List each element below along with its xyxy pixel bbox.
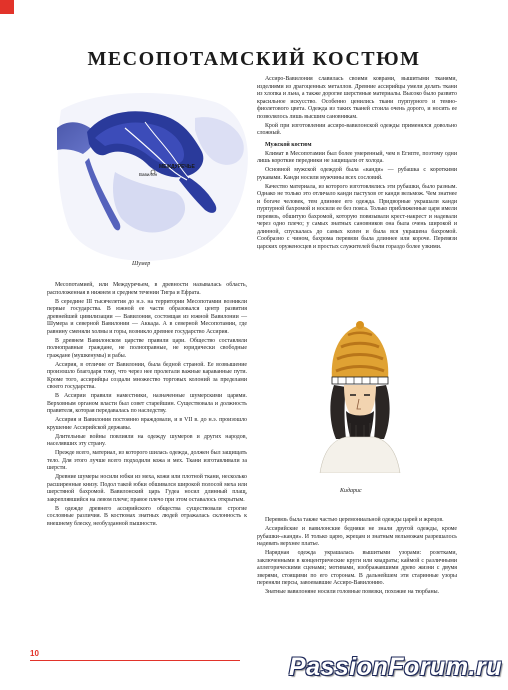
paragraph: В древнем Вавилонском царстве правили цари. Общество составляли полноправные граждане, не полноправные, не юридически свободные граждане (мушкенумы) и рабы. [47,337,247,359]
paragraph: Климат в Месопотамии был более умеренный, чем в Египте, поэтому одни лишь короткие передники не защищали от холода. [257,150,457,164]
paragraph: Основной мужской одеждой была «канди» — рубашка с короткими рукавами. Канди носили мужчины всех сословий. [257,167,457,181]
paragraph: Качество материала, из которого изготовлялись эти рубашки, было разным. Однако не только это отличало канди пастухов от канди вельмож. Чем знатнее и богаче человек, тем длиннее его одежда. Придворные украшали канди пурпурной бахромой и носили ее без пояса. Только приближенные царя имели перевязь, обшитую бахромой, которую повязывали крест-накрест и надевали через одно плечо; у самых знатных сановников она была очень широкой и длинной, спускалась до самых колен и была вся украшена бахромой. Сообразно с чином, бахрома перевязи была длиннее или короче. Перевязи царских оруженосцев и простых служителей были гораздо более узкими. [257,183,457,250]
paragraph: В Ассирии правили наместники, назначенные шумерскими царями. Верховным органом власти был совет старейшин. Существовала и должность правителя, которая передавалась по наследству. [47,393,247,414]
footer-rule [30,660,240,661]
map-label-mesopotamia: МЕЖДУРЕЧЬЕ [159,164,195,170]
paragraph: Ассирийские и вавилонские бедняки не знали другой одежды, кроме рубашки-«канди». И только царю, жрецам и знатным вельможам разрешалось надевать верхнее платье. [257,526,457,547]
paragraph: В одежде древнего ассирийского общества существовали строгие сословные различия. В костюмах знатных людей отражалась склонность к внешнему блеску, необузданной пышности. [47,505,247,527]
watermark: PassionForum.ru [288,653,502,681]
paragraph: Древние шумеры носили юбки из меха, кожи или плотной ткани, несколько расширенные книзу. Подол такой юбки обшивался широкой полосой меха или шерстяной бахромой. Вавилонский царь Гудеа носил длинный плащ, закреплявшийся на левом плече; правое плечо при этом оставалось открытым. [47,474,247,503]
map-label-babylon: Вавилон [139,172,158,177]
page-title: МЕСОПОТАМСКИЙ КОСТЮМ [87,48,421,70]
kidaris-portrait [310,313,410,473]
paragraph: Ассирия и Вавилония постоянно враждовали, и в VII в. до н.э. произошло крушение Ассирийской державы. [47,417,247,431]
paragraph: Знатные вавилоняне носили головные повязки, похожие на тюрбаны. [265,589,440,595]
paragraph: Нарядная одежда украшалась вышитыми узорами: розетками, заключенными в концентрические круги или квадраты; каймой с различными аллегорическими сценами; мотивами, изображавшими древо жизни с двумя зверями, стоящими по его сторонам. В дальнейшем эти старинные узоры переняли персы, завоевавшие Ассиро-Вавилонию. [257,550,457,586]
map-illustration [55,88,255,268]
paragraph: Крой при изготовлении ассиро-вавилонской одежды применялся довольно сложный. [257,122,457,136]
page-number: 10 [30,649,39,658]
paragraph: Длительные войны повлияли на одежду шумеров и других народов, населявших эту страну. [47,433,247,447]
paragraph: Прежде всего, материал, из которого шилась одежда, должен был защищать тело. Для этого лучше всего подходили кожа и мех. Ткани изготавливали за шерсти. [47,450,247,471]
right-column-top [257,76,457,253]
portrait-caption: Кидарис [340,488,362,494]
paragraph: Перевязь была также частью церемониальной одежды царей и жрецов. [265,517,444,523]
mesopotamia-map [55,88,255,268]
portrait-illustration [310,313,410,473]
paragraph: Месопотамией, или Междуречьем, в древности называлась область, расположенная в нижнем и среднем течении Тигра и Ефрата. [47,282,247,296]
paragraph: Ассирия, в отличие от Вавилонии, была бедной страной. Ее возвышение произошло благодаря тому, что через нее пролегали важные караванные пути. Кроме того, ассирийцы создали множество торговых колоний за пределами своего государства. [47,361,247,390]
paragraph: В середине III тысячелетия до н.э. на территории Месопотамии возникли первые государства. В южной ее части образовался центр развития древнейшей цивилизации — Вавилония, состоящая из южной Вавилонии — Шумера и северной Вавилонии — Аккада. А в северной Месопотамии, где равнину сменяли холмы и горы, возникло древнее государство Ассирия. [47,298,247,335]
corner-mark [0,0,14,14]
map-caption: Шумер [132,261,151,267]
right-column-bottom [257,517,457,598]
paragraph: Ассиро-Вавилония славилась своими коврами, вышитыми тканями, изделиями из драгоценных металлов. Древние ассирийцы умели делать ткани из хлопка и льна, а также дорогие шерстяные материалы. Высоко было развито красильное искусство. Особенно ценились ткани пурпурного и темно-фиолетового цвета. Одежда из таких тканей стоила очень дорого, и носить ее позволялось лишь высшим сановникам. [257,76,457,120]
section-heading-men: Мужской костюм [265,141,312,148]
left-column [47,282,247,530]
